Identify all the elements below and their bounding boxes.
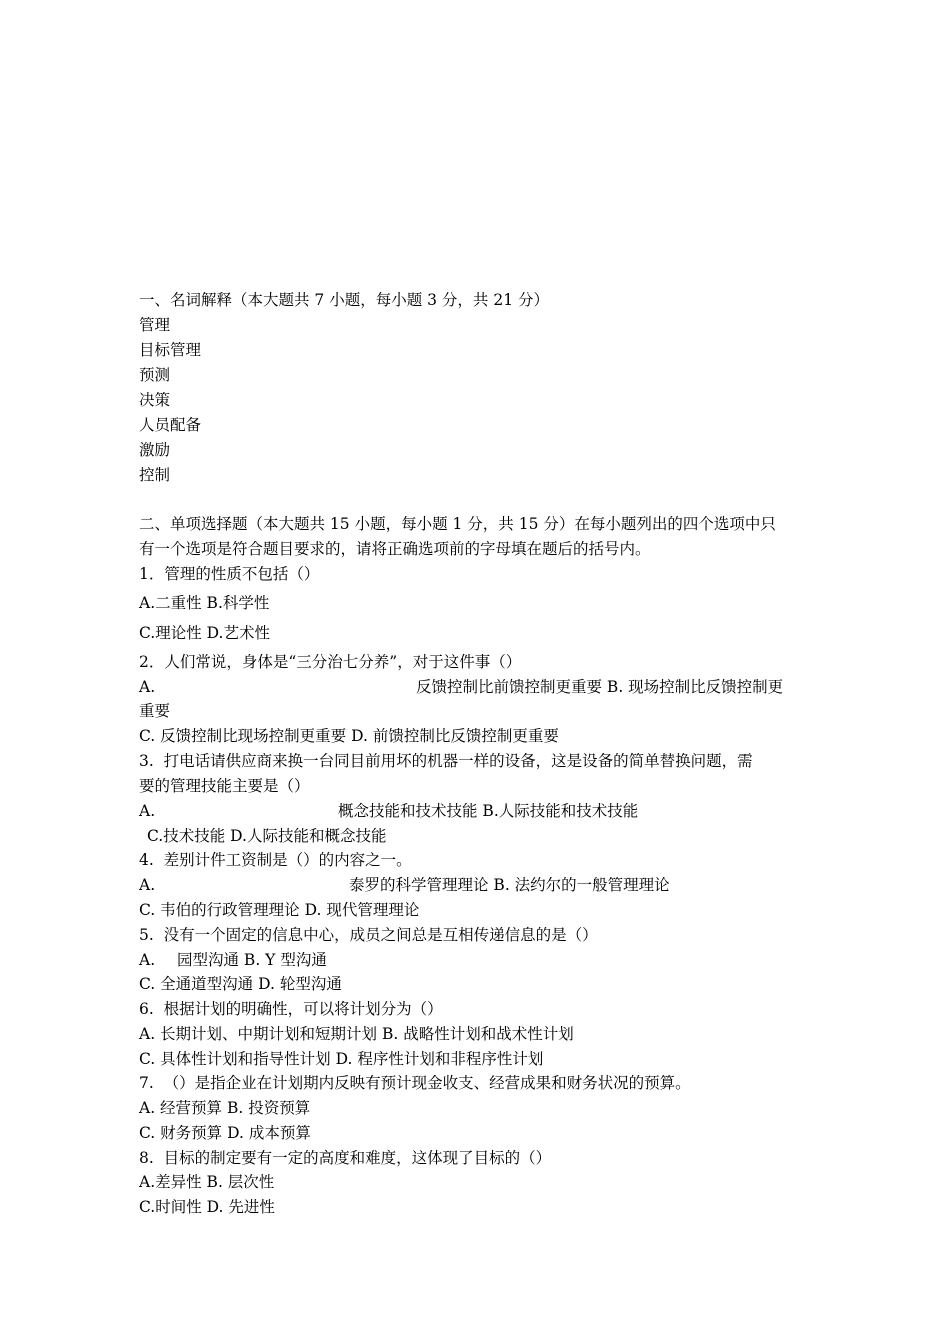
question-2-option-a-label: A. (139, 678, 156, 696)
question-4-options-ab: 泰罗的科学管理理论 B. 法约尔的一般管理理论 (349, 876, 670, 894)
question-2-options-ab: 反馈控制比前馈控制更重要 B. 现场控制比反馈控制更 (416, 678, 784, 696)
question-4-options-cd: C. 韦伯的行政管理理论 D. 现代管理理论 (139, 901, 420, 919)
term-item: 激励 (139, 441, 171, 459)
question-6-options-ab: A. 长期计划、中期计划和短期计划 B. 战略性计划和战术性计划 (139, 1025, 574, 1043)
question-2-stem: 2．人们常说，身体是“三分治七分养”，对于这件事（） (139, 653, 522, 671)
section-2-heading-line1: 二、单项选择题（本大题共 15 小题，每小题 1 分，共 15 分）在每小题列出的四个选项中只 (139, 515, 776, 533)
question-3-options-ab: 概念技能和技术技能 B.人际技能和技术技能 (338, 802, 639, 820)
term-item: 目标管理 (139, 341, 202, 359)
question-4-stem: 4. 差别计件工资制是（）的内容之一。 (139, 851, 412, 869)
question-3-options-cd: C.技术技能 D.人际技能和概念技能 (147, 827, 387, 845)
question-4-option-a-label: A. (139, 876, 156, 894)
question-7-stem: 7. （）是指企业在计划期内反映有预计现金收支、经营成果和财务状况的预算。 (139, 1074, 691, 1092)
question-3-stem-line2: 要的管理技能主要是（） (139, 777, 310, 795)
section-2-heading-line2: 有一个选项是符合题目要求的，请将正确选项前的字母填在题后的括号内。 (139, 540, 651, 558)
question-2-options-cd: C. 反馈控制比现场控制更重要 D. 前馈控制比反馈控制更重要 (139, 727, 559, 745)
question-5-options-ab: 园型沟通 B. Y 型沟通 (177, 951, 327, 969)
question-1-stem: 1．管理的性质不包括（） (139, 565, 320, 583)
question-8-options-cd: C.时间性 D. 先进性 (139, 1198, 275, 1216)
section-1-heading: 一、名词解释（本大题共 7 小题，每小题 3 分，共 21 分） (139, 291, 550, 309)
term-item: 决策 (139, 391, 171, 409)
question-2-options-ab-continued: 重要 (139, 702, 171, 720)
question-3-stem-line1: 3. 打电话请供应商来换一台同目前用坏的机器一样的设备，这是设备的简单替换问题，需 (139, 752, 753, 770)
question-5-stem: 5. 没有一个固定的信息中心，成员之间总是互相传递信息的是（） (139, 926, 598, 944)
question-1-options-ab: A.二重性 B.科学性 (139, 594, 270, 612)
term-item: 人员配备 (139, 416, 202, 434)
question-5-option-a-label: A. (139, 951, 156, 969)
question-5-options-cd: C. 全通道型沟通 D. 轮型沟通 (139, 975, 342, 993)
question-7-options-ab: A. 经营预算 B. 投资预算 (139, 1099, 311, 1117)
term-item: 管理 (139, 316, 171, 334)
question-7-options-cd: C. 财务预算 D. 成本预算 (139, 1124, 311, 1142)
term-item: 预测 (139, 366, 171, 384)
question-8-stem: 8. 目标的制定要有一定的高度和难度，这体现了目标的（） (139, 1149, 552, 1167)
question-8-options-ab: A.差异性 B. 层次性 (139, 1173, 275, 1191)
question-6-options-cd: C. 具体性计划和指导性计划 D. 程序性计划和非程序性计划 (139, 1050, 544, 1068)
question-3-option-a-label: A. (139, 802, 156, 820)
term-item: 控制 (139, 466, 171, 484)
question-6-stem: 6. 根据计划的明确性，可以将计划分为（） (139, 1000, 443, 1018)
question-1-options-cd: C.理论性 D.艺术性 (139, 624, 270, 642)
